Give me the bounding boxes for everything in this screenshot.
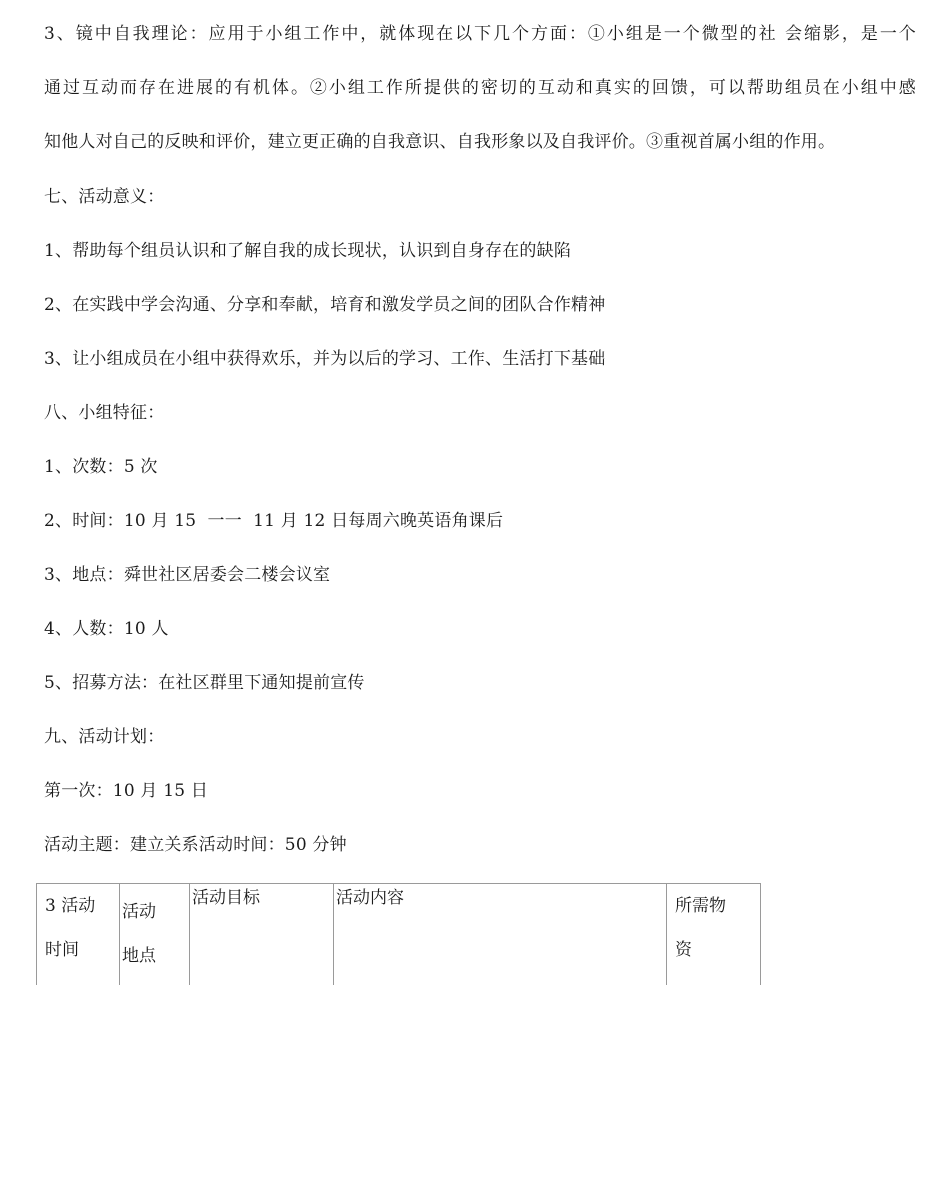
feature-item: 5、招募方法：在社区群里下通知提前宣传 <box>44 673 365 693</box>
header-cell-content <box>334 884 667 986</box>
paragraph-line: 知他人对自己的反映和评价，建立更正确的自我意识、自我形象以及自我评价。③重视首属小组的作用。 <box>44 132 836 152</box>
theory-paragraph <box>44 22 916 184</box>
header-label: 活动目标 <box>192 888 260 908</box>
meaning-item: 2、在实践中学会沟通、分享和奉献，培育和激发学员之间的团队合作精神 <box>44 295 606 315</box>
header-label: 所需物资 <box>675 896 726 960</box>
header-label: 活动地点 <box>122 902 156 966</box>
feature-item: 1、次数：5 次 <box>44 457 158 477</box>
paragraph-line: 3、镜中自我理论：应用于小组工作中，就体现在以下几个方面：①小组是一个微型的社 会缩影，是一个 <box>44 24 916 44</box>
session-title: 第一次：10 月 15 日 <box>44 781 209 801</box>
feature-item: 3、地点：舜世社区居委会二楼会议室 <box>44 565 331 585</box>
feature-item: 2、时间：10 月 15 一一 11 月 12 日每周六晚英语角课后 <box>44 511 504 531</box>
section-heading-features: 八、小组特征： <box>44 403 165 423</box>
section-heading-plan: 九、活动计划： <box>44 727 165 747</box>
header-label: 3 活动时间 <box>45 896 96 960</box>
header-cell-supplies <box>667 884 761 986</box>
header-cell-time <box>37 884 120 986</box>
meaning-item: 3、让小组成员在小组中获得欢乐，并为以后的学习、工作、生活打下基础 <box>44 349 606 369</box>
header-label: 活动内容 <box>336 888 404 908</box>
activity-plan-table <box>36 883 761 985</box>
header-cell-location <box>120 884 190 986</box>
header-cell-goal <box>190 884 334 986</box>
session-theme: 活动主题：建立关系活动时间：50 分钟 <box>44 835 347 855</box>
feature-item: 4、人数：10 人 <box>44 619 169 639</box>
table-header-row <box>37 884 761 986</box>
paragraph-line: 通过互动而存在进展的有机体。②小组工作所提供的密切的互动和真实的回馈，可以帮助组员在小组中感 <box>44 78 916 98</box>
meaning-item: 1、帮助每个组员认识和了解自我的成长现状，认识到自身存在的缺陷 <box>44 241 572 261</box>
section-heading-meaning: 七、活动意义： <box>44 187 165 207</box>
